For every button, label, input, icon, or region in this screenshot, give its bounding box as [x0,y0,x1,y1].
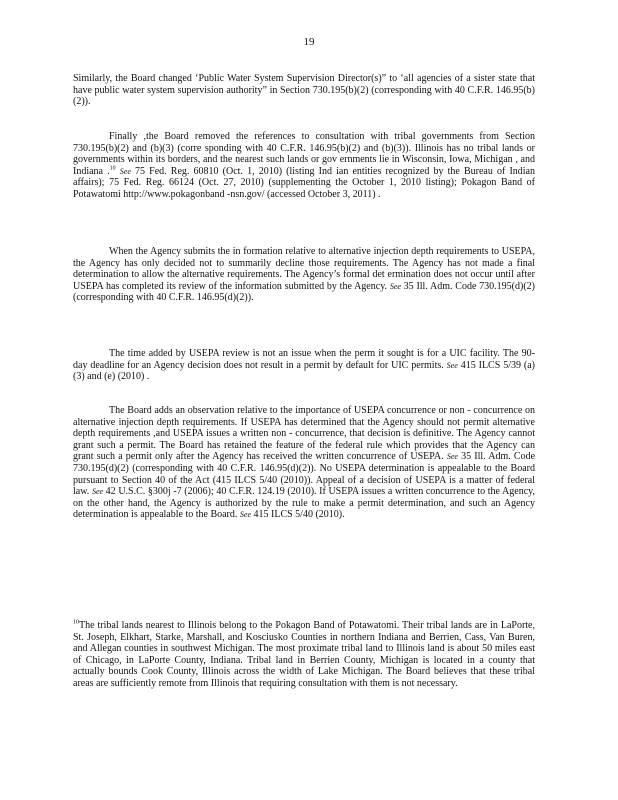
paragraph-text: Similarly, the Board changed ‘Public Water System Supervision Director(s)” to ‘all agencies of a sister state that have public water system supervision authority” in Section 730.195(b)(2) (corresponding with 40 C.F.R. 146.95(b)(2)). [73,73,535,108]
paragraph-text: 415 ILCS 5/39 (a)(3) and (e) (2010) . [73,359,535,383]
citation-signal: See [389,281,401,291]
paragraph-text: 42 U.S.C. §300j -7 (2006); 40 C.F.R. 124.19 (2010). If USEPA issues a written concurrence to the Agency, on the other hand, the Agency is authorized by the rule to make a permit determination, and such an Agency determination is appealable to the Board. [73,486,536,521]
footnote-10 [73,620,535,690]
citation-signal: See [446,452,458,462]
footnote-reference: 10 [109,165,116,172]
citation-signal: See [239,510,251,520]
paragraph-text: When the Agency submits the in formation relative to alternative injection depth requirements to USEPA, the Agency has only decided not to summarily decline those requirements. The Agency has not made a final determination to allow the alternative requirements. The Agency’s formal det ermination does not occur until after USEPA has completed its review of the information submitted by the Agency. [73,246,535,292]
footnote-text: The tribal lands nearest to Illinois belong to the Pokagon Band of Potawatomi. Their tribal lands are in LaPorte, St. Joseph, Elkhart, Starke, Marshall, and Kosciusko Counties in northern Indiana and Berrien, Cass, Van Buren, and Allegan counties in southwest Michigan. The most proximate tribal land to Illinois land is about 50 miles east of Chicago, in LaPorte County, Indiana. Tribal land in Berrien County, Michigan is located in a county that actually bounds Cook County, Illinois across the width of Lake Michigan. The Board believes that these tribal areas are sufficiently remote from Illinois that requiring consultation with them is not necessary. [73,620,535,689]
paragraph-agency-submission [73,246,535,304]
paragraph-text: 35 Ill. Adm. Code 730.195(d)(2) (corresponding with 40 C.F.R. 146.95(d)(2)). [73,280,535,304]
paragraph-text: 75 Fed. Reg. 60810 (Oct. 1, 2010) (listing Ind ian entities recognized by the Bureau of Indian affairs); 75 Fed. Reg. 66124 (Oct. 27, 2010) (supplementing the October 1, 2010 listing); Pokagon Band of Potawatomi http://www.pokagonband -nsn.gov/ (accessed October 3, 2011) . [73,165,535,200]
citation-signal: See [119,166,131,176]
page-number: 19 [303,36,315,48]
paragraph-text: 415 ILCS 5/40 (2010). [251,509,345,521]
footnote-number: 10 [73,619,79,626]
citation-signal: See [91,487,104,497]
paragraph-review-time [73,348,535,383]
paragraph-text: Finally ,the Board removed the references to consultation with tribal governments from Section 730.195(b)(2) and (b)(3) (corre sponding with 40 C.F.R. 146.95(b)(2) and (b)(3)). Illinois has no tribal lands or governments within its borders, and the nearest such lands or gov ernments lie in Wisconsin, Iowa, Michigan , and Indiana . [73,131,535,177]
paragraph-text: 35 Ill. Adm. Code 730.195(d)(2) (corresponding with 40 C.F.R. 146.95(d)(2)). No USEPA determination is appealable to the Board pursuant to Section 40 of the Act (415 ILCS 5/40 (2010)). Appeal of a decision of USEPA is a matter of federal law. [73,451,536,498]
paragraph-usepa-concurrence [73,405,535,521]
citation-signal: See [446,360,458,370]
paragraph-water-supervision [73,73,535,108]
paragraph-text: The time added by USEPA review is not an issue when the perm it sought is for a UIC facility. The 90- day deadline for an Agency decision does not result in a permit by default for UIC permits. [73,348,535,371]
paragraph-tribal-consultation [73,131,535,201]
paragraph-text: The Board adds an observation relative to the importance of USEPA concurrence or non - concurrence on alternative injection depth requirements. If USEPA has determined that the Agency should not permit alternative depth requirements ,and USEPA issues a written non - concurrence, that decision is definitive. The Agency cannot grant such a permit. The Board has retained the feature of the federal rule which provides that the Agency can grant such a permit only after the Agency has received the written concurrence of USEPA. [73,405,535,463]
